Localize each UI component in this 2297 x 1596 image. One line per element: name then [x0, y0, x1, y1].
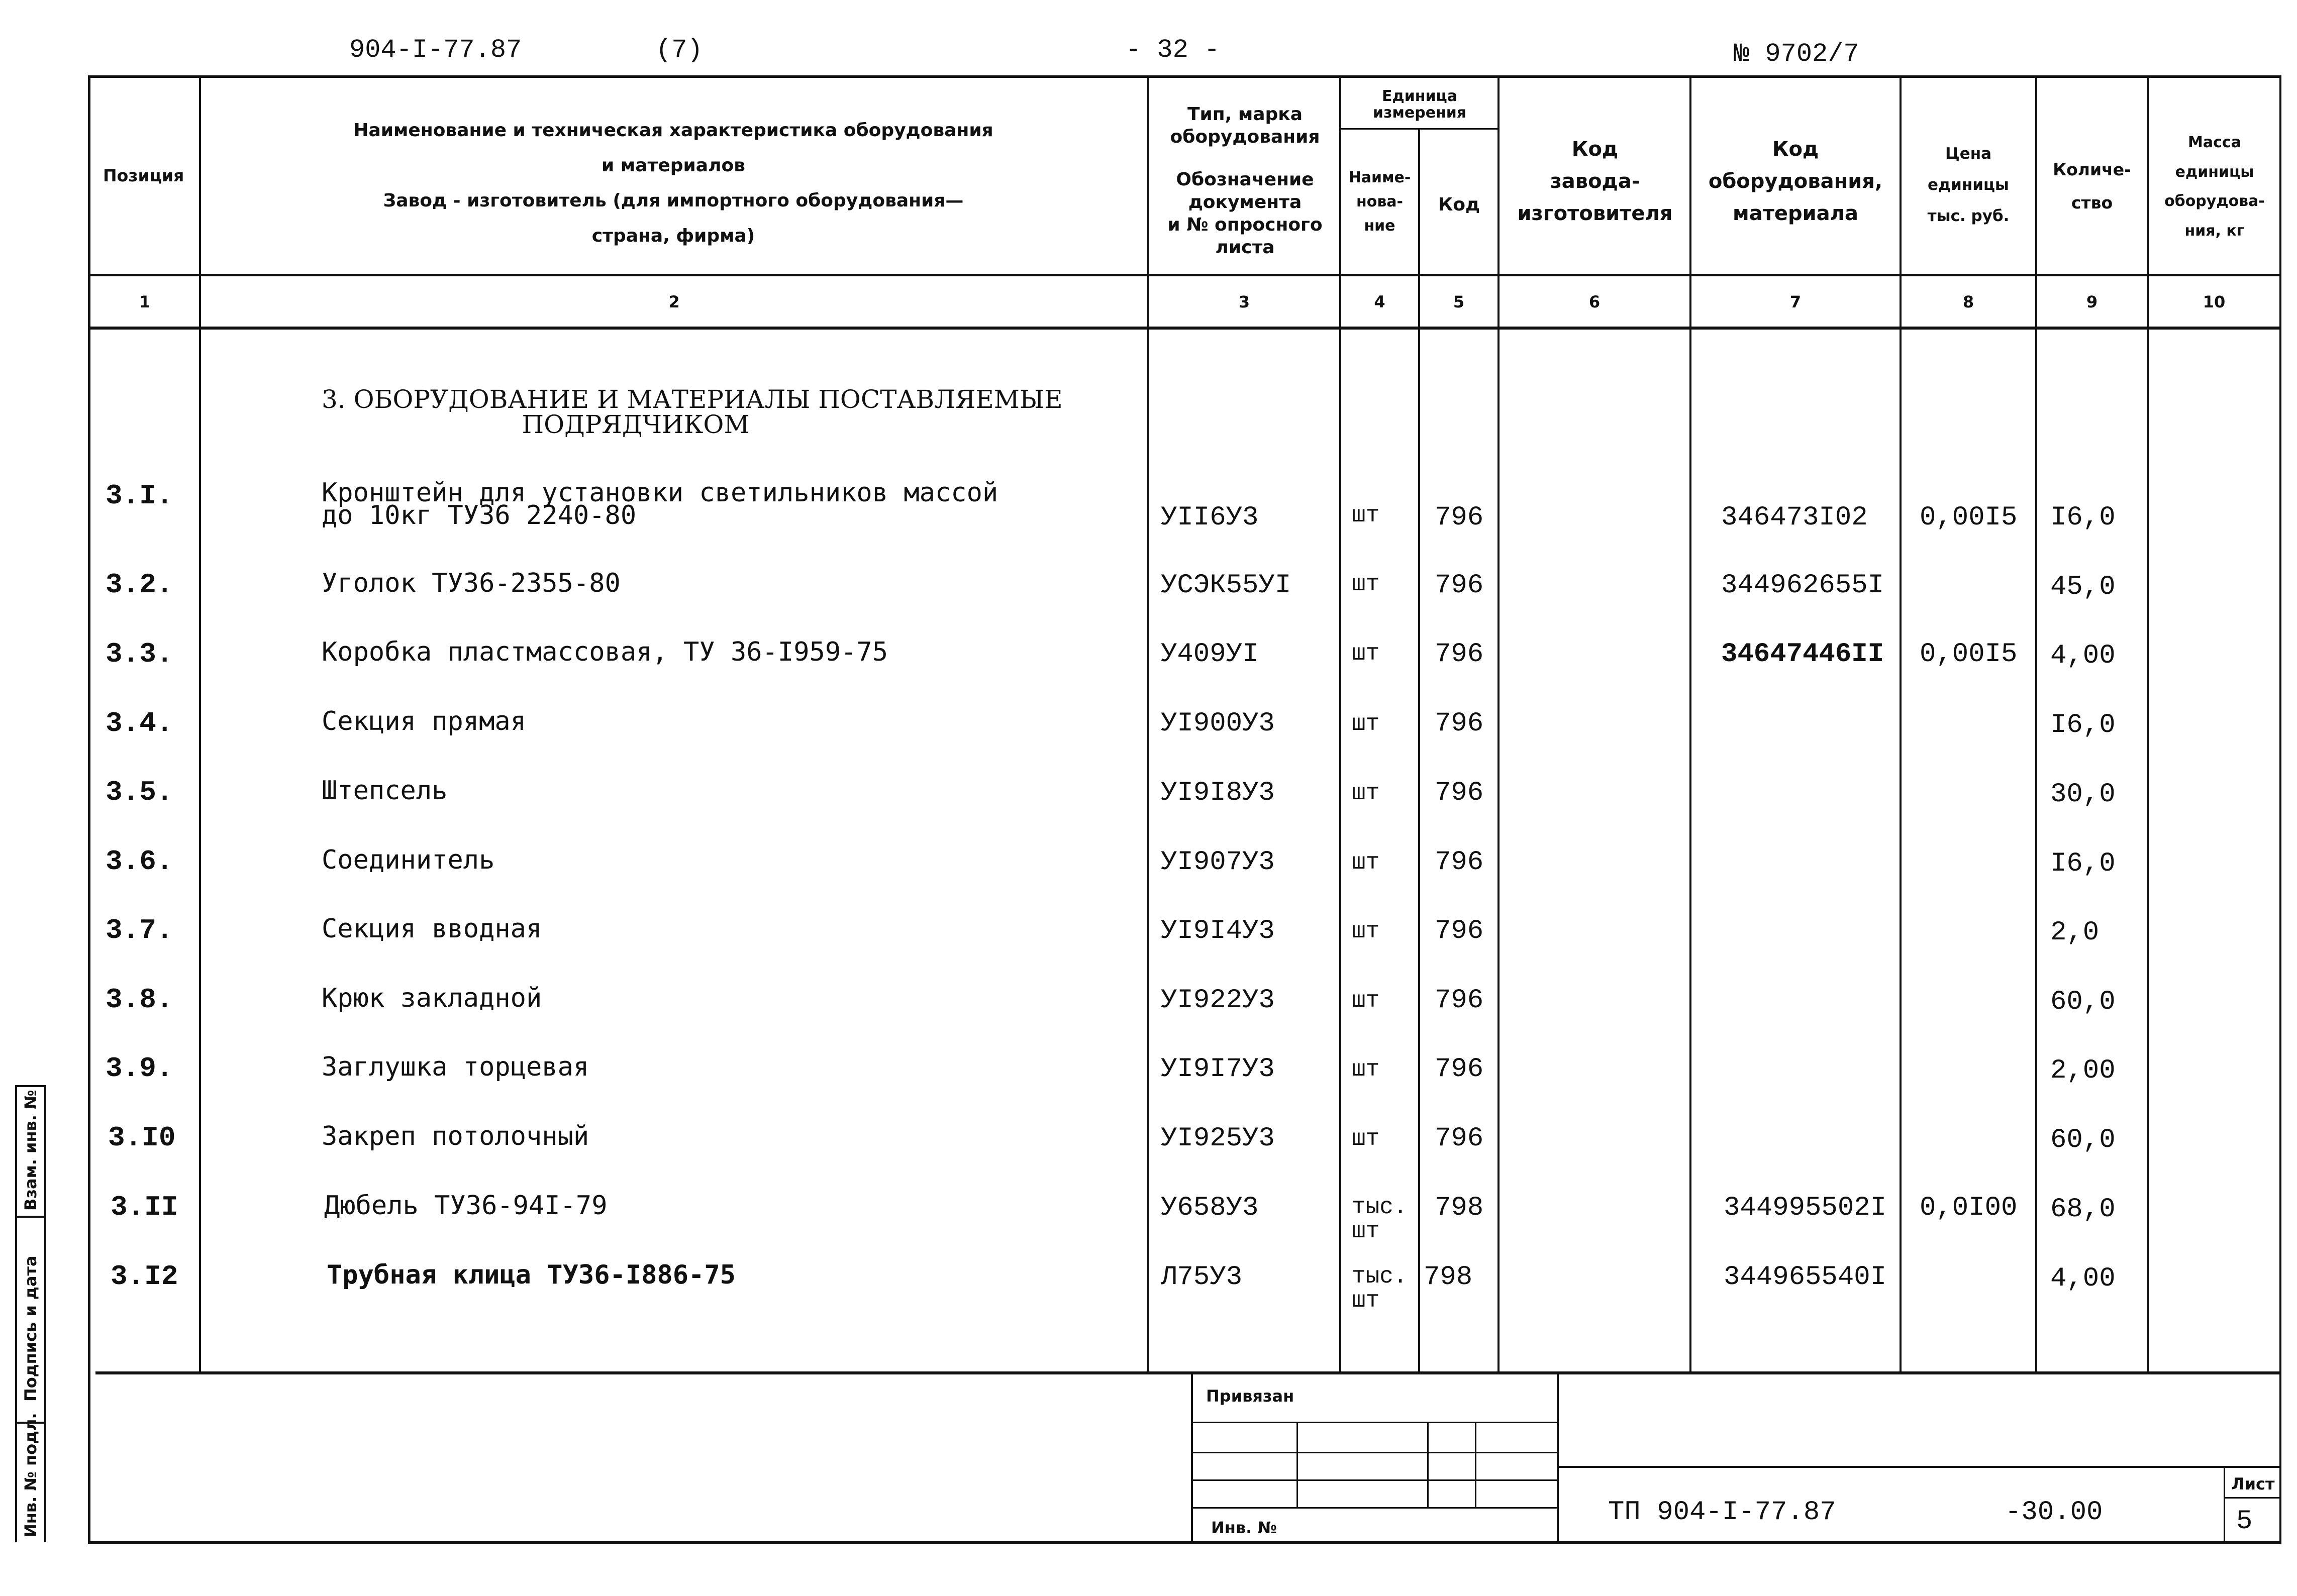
col-sep: [1689, 76, 1691, 1372]
binding-strip-sep: [15, 1085, 46, 1087]
row-qty: 4,00: [2050, 641, 2116, 671]
row-unit: шт: [1352, 849, 1380, 876]
row-position: 3.I.: [106, 480, 173, 512]
stamp-grid-line: [1192, 1452, 1557, 1453]
col-sep: [199, 76, 201, 1372]
row-qty: 45,0: [2050, 572, 2116, 602]
row-unit-code: 798: [1435, 1193, 1484, 1223]
col-header-type: [1151, 103, 1339, 259]
row-unit: шт: [1352, 780, 1380, 806]
row-unit-code: 796: [1435, 916, 1484, 946]
row-position: 3.8.: [106, 984, 173, 1016]
row-type: УI925У3: [1161, 1123, 1275, 1154]
row-qty: I6,0: [2050, 710, 2116, 740]
row-type: УI922У3: [1161, 985, 1275, 1016]
row-unit: тыс.: [1352, 1194, 1408, 1220]
col-number: 8: [1962, 292, 1974, 311]
col-header-type-line: Тип, марка: [1187, 104, 1303, 125]
col-header-name-line: Завод - изготовитель (для импортного оборудования—: [383, 190, 964, 211]
row-unit-code: 796: [1435, 708, 1484, 739]
binding-label-swap-inv: Взам. инв. №: [21, 1090, 40, 1211]
row-equip-code: 344995502I: [1724, 1193, 1887, 1223]
row-qty: 68,0: [2050, 1194, 2116, 1225]
row-position: 3.6.: [106, 845, 173, 878]
col-header-maker-code: [1500, 133, 1690, 230]
row-name: Штепсель: [322, 776, 448, 806]
col-sep: [1147, 76, 1149, 1372]
col-header-type-line: документа: [1188, 192, 1302, 212]
row-unit: тыс.: [1352, 1263, 1408, 1290]
row-equip-code: 344962655I: [1721, 570, 1884, 601]
sheet-cell-border: [2224, 1497, 2281, 1499]
row-name: Трубная клица ТУ36-I886-75: [327, 1260, 736, 1290]
table-top-border: [88, 75, 2281, 78]
row-position: 3.2.: [106, 569, 173, 601]
row-type: УI900У3: [1161, 708, 1275, 739]
row-unit: шт: [1352, 1218, 1380, 1244]
row-position: 3.7.: [106, 914, 173, 946]
stamp-grid-line: [1192, 1422, 1557, 1423]
section-heading-line: ПОДРЯДЧИКОМ: [522, 410, 750, 439]
row-unit: шт: [1352, 711, 1380, 737]
row-type: УI9I8У3: [1161, 778, 1275, 808]
col-number: 2: [668, 292, 680, 311]
stamp-grid-line: [1475, 1422, 1476, 1507]
col-header-maker-code-line: Код: [1571, 138, 1619, 161]
header-sep-1: [88, 274, 2281, 276]
col-number: 6: [1588, 292, 1601, 311]
row-unit-code: 796: [1435, 502, 1484, 533]
row-name: Коробка пластмассовая, ТУ 36-I959-75: [322, 637, 888, 667]
section-heading-line: 3. ОБОРУДОВАНИЕ И МАТЕРИАЛЫ ПОСТАВЛЯЕМЫЕ: [322, 385, 1063, 414]
stamp-grid-line: [1427, 1422, 1429, 1507]
row-unit: шт: [1352, 1126, 1380, 1152]
stamp-attached-label: Привязан: [1206, 1387, 1294, 1406]
col-header-mass-line: единицы: [2175, 163, 2254, 181]
col-number: 3: [1238, 292, 1250, 311]
row-equip-code: 34647446II: [1721, 639, 1884, 670]
row-qty: 30,0: [2050, 779, 2116, 810]
col-sep: [1497, 76, 1500, 1372]
row-type: УI9I7У3: [1161, 1054, 1275, 1085]
col-header-maker-code-line: завода-: [1550, 170, 1640, 193]
col-header-unit-code: Код: [1438, 194, 1480, 215]
row-position: 3.I0: [108, 1122, 176, 1154]
row-unit-code: 796: [1435, 570, 1484, 601]
col-header-unit-name-line: ние: [1364, 217, 1395, 235]
binding-strip-border: [44, 1085, 46, 1542]
row-unit: шт: [1352, 641, 1380, 667]
row-qty: I6,0: [2050, 848, 2116, 879]
row-unit-code: 796: [1435, 1054, 1484, 1085]
row-name: Заглушка торцевая: [322, 1052, 589, 1082]
row-type: Л75У3: [1161, 1262, 1243, 1293]
stamp-grid-line: [1192, 1507, 1557, 1509]
col-header-mass-line: ния, кг: [2184, 222, 2245, 240]
row-unit-code: 798: [1424, 1262, 1473, 1293]
table-bottom-border: [95, 1371, 2281, 1374]
unit-header-sep: [1339, 128, 1499, 130]
row-qty: I6,0: [2050, 502, 2116, 533]
col-number: 4: [1374, 292, 1385, 311]
col-header-mass-line: оборудова-: [2164, 192, 2265, 210]
col-header-name-line: и материалов: [602, 155, 745, 176]
col-header-mass: [2149, 128, 2280, 246]
col-header-qty-line: ство: [2071, 193, 2113, 212]
col-number: 1: [139, 292, 151, 311]
frame-right-border: [2279, 75, 2281, 1542]
row-equip-code: 346473I02: [1721, 502, 1868, 533]
col-header-equip-code-line: оборудования,: [1708, 170, 1883, 193]
title-block-line: [1558, 1466, 2281, 1468]
stamp-grid-line: [1296, 1422, 1298, 1507]
doc-code: 904-I-77.87: [349, 35, 522, 65]
row-unit-code: 796: [1435, 1123, 1484, 1154]
title-block-suffix: -30.00: [2005, 1497, 2103, 1528]
section-heading: [322, 385, 1063, 439]
row-price: 0,0I00: [1920, 1193, 2018, 1223]
sheet-label: Лист: [2231, 1474, 2275, 1494]
col-header-type-line: листа: [1215, 237, 1275, 258]
row-name: Соединитель: [322, 845, 495, 875]
row-position: 3.3.: [106, 638, 173, 670]
col-header-name-line: Наименование и техническая характеристика оборудования: [353, 120, 993, 141]
stamp-inv-label: Инв. №: [1211, 1518, 1277, 1537]
col-header-unit-line: измерения: [1372, 104, 1467, 122]
col-header-name-line: страна, фирма): [591, 226, 755, 246]
row-type: УI9I4У3: [1161, 916, 1275, 946]
col-header-equip-code-line: материала: [1733, 202, 1858, 225]
row-unit: шт: [1352, 988, 1380, 1014]
binding-strip-sep: [15, 1216, 46, 1218]
col-header-name: [281, 113, 1065, 254]
stamp-border: [1191, 1373, 1193, 1542]
col-header-unit-line: Единица: [1382, 87, 1457, 105]
row-name: Дюбель ТУ36-94I-79: [324, 1191, 608, 1221]
col-sep: [1339, 76, 1341, 1372]
col-header-equip-code-line: Код: [1772, 138, 1819, 161]
row-unit: шт: [1352, 1288, 1380, 1314]
col-header-qty: [2037, 153, 2147, 220]
row-equip-code: 344965540I: [1724, 1262, 1887, 1293]
frame-bottom-border: [88, 1541, 2281, 1544]
col-header-qty-line: Количе-: [2053, 160, 2131, 179]
col-header-unit: [1342, 88, 1497, 121]
col-header-type-line: и № опросного: [1167, 215, 1323, 235]
doc-part: (7): [656, 35, 703, 65]
row-name: до 10кг ТУ36 2240-80: [322, 500, 637, 530]
row-price: 0,00I5: [1920, 502, 2018, 533]
row-type: УI907У3: [1161, 847, 1275, 878]
row-qty: 60,0: [2050, 987, 2116, 1017]
row-name: Секция вводная: [322, 914, 542, 944]
row-position: 3.I2: [111, 1260, 178, 1293]
col-header-price-line: Цена: [1945, 145, 1992, 163]
col-sep: [2147, 76, 2149, 1372]
binding-strip-border: [15, 1085, 17, 1542]
row-type: У658У3: [1161, 1193, 1259, 1223]
row-position: 3.9.: [106, 1052, 173, 1085]
col-header-type-line: Обозначение: [1176, 169, 1314, 190]
col-number: 10: [2203, 292, 2226, 311]
col-number: 5: [1453, 292, 1465, 311]
stamp-grid-line: [1192, 1479, 1557, 1481]
binding-label-sign-date: Подпись и дата: [21, 1255, 40, 1402]
row-unit: шт: [1352, 1056, 1380, 1083]
row-unit-code: 796: [1435, 639, 1484, 670]
binding-label-inv-orig: Инв. № подл.: [21, 1413, 40, 1537]
row-name: Кронштейн для установки светильников массой: [322, 478, 998, 508]
row-unit: шт: [1352, 502, 1380, 528]
row-position: 3.5.: [106, 776, 173, 808]
col-header-position: Позиция: [103, 166, 184, 185]
col-sep: [1900, 76, 1902, 1372]
col-header-mass-line: Масса: [2188, 134, 2241, 151]
row-type: У409УI: [1161, 639, 1259, 670]
row-type: УСЭК55УI: [1161, 570, 1291, 601]
col-header-type-line: оборудования: [1170, 127, 1320, 147]
header-sep-2: [88, 327, 2281, 330]
stamp-border: [1557, 1373, 1559, 1542]
doc-number: № 9702/7: [1734, 39, 1859, 69]
col-header-unit-name-line: Наиме-: [1348, 169, 1411, 186]
sheet-number: 5: [2236, 1506, 2253, 1537]
row-unit: шт: [1352, 918, 1380, 944]
col-header-price-line: единицы: [1928, 176, 2009, 194]
row-name: Закреп потолочный: [322, 1121, 589, 1151]
col-sep: [2035, 76, 2037, 1372]
row-price: 0,00I5: [1920, 639, 2018, 670]
row-qty: 2,00: [2050, 1055, 2116, 1086]
row-position: 3.4.: [106, 707, 173, 739]
row-unit-code: 796: [1435, 778, 1484, 808]
col-header-equip-code: [1691, 133, 1900, 230]
row-unit-code: 796: [1435, 985, 1484, 1016]
col-header-price-line: тыс. руб.: [1927, 207, 2010, 225]
row-name: Уголок ТУ36-2355-80: [322, 568, 621, 598]
row-qty: 4,00: [2050, 1263, 2116, 1294]
row-position: 3.II: [111, 1191, 178, 1223]
row-unit-code: 796: [1435, 847, 1484, 878]
title-block-doc: ТП 904-I-77.87: [1608, 1497, 1836, 1528]
col-header-maker-code-line: изготовителя: [1517, 202, 1673, 225]
col-number: 7: [1789, 292, 1802, 311]
page-number: - 32 -: [1126, 35, 1220, 65]
sheet-cell-border: [2224, 1466, 2225, 1542]
row-name: Крюк закладной: [322, 983, 542, 1013]
row-qty: 60,0: [2050, 1125, 2116, 1155]
col-header-price: [1902, 138, 2035, 232]
col-sep: [1418, 128, 1420, 1372]
row-name: Секция прямая: [322, 706, 526, 736]
col-number: 9: [2086, 292, 2098, 311]
col-header-unit-name-line: нова-: [1356, 193, 1404, 210]
row-unit: шт: [1352, 571, 1380, 597]
row-qty: 2,0: [2050, 917, 2100, 948]
row-type: УII6У3: [1161, 502, 1259, 533]
col-header-unit-name: [1341, 166, 1419, 238]
